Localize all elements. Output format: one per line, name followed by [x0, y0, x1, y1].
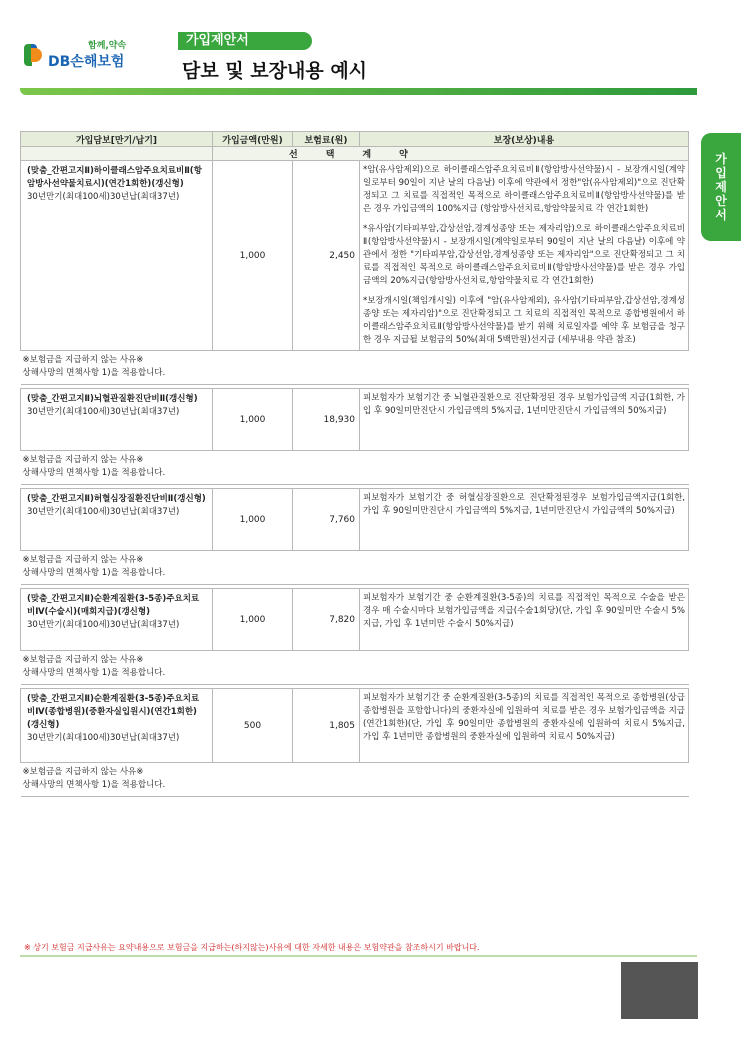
header-divider	[20, 88, 697, 95]
coverage-term: 30년만기(최대100세)30년납(최대37년)	[27, 407, 180, 417]
coverage-premium: 2,450	[293, 161, 360, 351]
coverage-amount: 1,000	[213, 161, 293, 351]
coverage-premium: 7,760	[293, 489, 360, 551]
coverage-description	[360, 161, 689, 351]
table-row	[21, 689, 689, 763]
description-paragraph: *유사암(기타피부암,갑상선암,경계성종양 또는 제자리암)으로 하이클래스암주요치료비Ⅱ(항암방사선약물)시 - 보장개시일(계약일로부터 90일이 지난 날의 다음날) 이후에 약관에서 정한 "기타피부암,갑상선암,경계성종양 또는 제자리암"으로 진단확정되고 그 치료를 직접적인 목적으로 하이클래스암주요치료비Ⅱ(항암방사선약물)를 받은 경우 가입금액의 20%지급(항암방사선치료,항암약물치료 각 연간1회한)	[363, 224, 685, 286]
coverage-table	[20, 131, 689, 797]
coverage-name: (맞춤_간편고지Ⅱ)순환계질환(3-5종)주요치료비Ⅳ(종합병원)(중환자실입원시)(연간1회한)(갱신형)	[27, 694, 200, 730]
table-row	[21, 161, 689, 351]
exclusion-note-row	[21, 451, 689, 485]
footer-note: ※ 상기 보험금 지급사유는 요약내용으로 보험금을 지급하는(하지않는)사유에 대한 자세한 내용은 보험약관을 참조하시기 바랍니다.	[24, 943, 480, 952]
table-row	[21, 489, 689, 551]
coverage-description	[360, 689, 689, 763]
coverage-name: (맞춤_간편고지Ⅱ)하이클래스암주요치료비Ⅱ(항암방사선약물치료시)(연간1회한)(갱신형)	[27, 166, 202, 189]
logo-slogan: 함께,약속	[88, 41, 127, 51]
coverage-amount: 500	[213, 689, 293, 763]
table-row	[21, 389, 689, 451]
side-tab-char: 제	[715, 180, 727, 194]
coverage-name-cell	[21, 589, 213, 651]
side-tab-char: 서	[715, 208, 727, 222]
exclusion-note-text: 상해사망의 면책사항 1)을 적용합니다.	[22, 468, 166, 478]
exclusion-note-row	[21, 551, 689, 585]
exclusion-note-text: 상해사망의 면책사항 1)을 적용합니다.	[22, 780, 166, 790]
footer-divider	[20, 955, 697, 957]
side-tab-char: 입	[715, 166, 727, 180]
document-type-tag: 가입제안서	[178, 32, 312, 50]
coverage-term: 30년만기(최대100세)30년납(최대37년)	[27, 192, 180, 202]
exclusion-note-text: 상해사망의 면책사항 1)을 적용합니다.	[22, 668, 166, 678]
coverage-premium: 1,805	[293, 689, 360, 763]
exclusion-note-row	[21, 351, 689, 385]
db-logo-icon	[22, 42, 44, 68]
coverage-amount: 1,000	[213, 489, 293, 551]
exclusion-note-row	[21, 763, 689, 797]
coverage-name-cell	[21, 389, 213, 451]
side-tab-char: 가	[715, 152, 727, 166]
coverage-name: (맞춤_간편고지Ⅱ)순환계질환(3-5종)주요치료비Ⅳ(수술시)(매회지급)(갱신형)	[27, 594, 200, 617]
table-row	[21, 589, 689, 651]
coverage-name: (맞춤_간편고지Ⅱ)뇌혈관질환진단비Ⅱ(갱신형)	[27, 394, 198, 404]
column-header-amount: 가입금액(만원)	[213, 132, 293, 147]
coverage-description	[360, 389, 689, 451]
description-paragraph: *보장개시일(책임개시일) 이후에 "암(유사암제외), 유사암(기타피부암,갑상선암,경계성종양 또는 제자리암)"으로 진단확정되고 그 치료의 직접적인 목적으로 종합병원에서 하이클래스암주요치료Ⅱ(항암방사선약물)를 받기 위해 치료일자를 예약 후 보험금을 청구한 경우 지급될 보험금의 50%(최대 5백만원)선지급 (세부내용 약관 참조)	[363, 296, 685, 345]
description-paragraph: 피보험자가 보험기간 중 뇌혈관질환으로 진단확정된 경우 보험가입금액 지급(1회한, 가입 후 90일미만진단시 가입금액의 5%지급, 1년미만진단시 가입금액의 50%지급)	[363, 393, 685, 416]
coverage-name-cell	[21, 489, 213, 551]
exclusion-note-title: ※보험금을 지급하지 않는 사유※	[22, 767, 144, 777]
coverage-premium: 18,930	[293, 389, 360, 451]
side-tab	[701, 133, 741, 241]
coverage-term: 30년만기(최대100세)30년납(최대37년)	[27, 620, 180, 630]
exclusion-note-row	[21, 651, 689, 685]
coverage-premium: 7,820	[293, 589, 360, 651]
description-paragraph: *암(유사암제외)으로 하이클래스암주요치료비Ⅱ(항암방사선약물)시 - 보장개시일(계약일로부터 90일이 지난 날의 다음날) 이후에 약관에서 정한"암(유사암제외)"으로 진단확정되고 그 치료를 직접적인 목적으로 하이클래스암주요치료비Ⅱ(항암방사선약물)를 받은 경우 가입금액의 100%지급 (항암방사선치료,항암약물치료 각 연간1회한)	[363, 165, 685, 214]
description-paragraph: 피보험자가 보험기간 중 허혈심장질환으로 진단확정된경우 보험가입금액지급(1회한, 가입 후 90일미만진단시 가입금액의 5%지급, 1년미만진단시 가입금액의 50%지급)	[363, 493, 685, 516]
coverage-term: 30년만기(최대100세)30년납(최대37년)	[27, 507, 180, 517]
logo-name: DB손해보험	[48, 54, 125, 70]
exclusion-note-title: ※보험금을 지급하지 않는 사유※	[22, 655, 144, 665]
exclusion-note-title: ※보험금을 지급하지 않는 사유※	[22, 355, 144, 365]
description-paragraph: 피보험자가 보험기간 중 순환계질환(3-5종)의 치료를 직접적인 목적으로 수술을 받은 경우 매 수술시마다 보험가입금액을 지급(수술1회당)(단, 가입 후 90일미만 수술시 5%지급, 가입 후 1년미만 수술시 50%지급)	[363, 593, 685, 629]
description-paragraph: 피보험자가 보험기간 중 순환계질환(3-5종)의 치료를 직접적인 목적으로 종합병원(상급종합병원을 포함합니다)의 중환자실에 입원하여 치료를 받은 경우 보험가입금액을 지급(연간1회한)(단, 가입 후 90일미만 종합병원의 중환자실에 입원하여 치료시 5%지급, 가입 후 1년미만 종합병원의 중환자실에 입원하여 치료시 50%지급)	[363, 693, 685, 742]
column-header-description: 보장(보상)내용	[360, 132, 689, 147]
coverage-name-cell	[21, 689, 213, 763]
side-tab-char: 안	[715, 194, 727, 208]
exclusion-note-text: 상해사망의 면책사항 1)을 적용합니다.	[22, 568, 166, 578]
column-header-coverage: 가입담보[만기/납기]	[21, 132, 213, 147]
page-title: 담보 및 보장내용 예시	[182, 60, 368, 82]
exclusion-note-title: ※보험금을 지급하지 않는 사유※	[22, 555, 144, 565]
coverage-name: (맞춤_간편고지Ⅱ)허혈심장질환진단비Ⅱ(갱신형)	[27, 494, 206, 504]
section-header: 선택계약	[213, 147, 689, 161]
exclusion-note-title: ※보험금을 지급하지 않는 사유※	[22, 455, 144, 465]
coverage-name-cell	[21, 161, 213, 351]
column-header-premium: 보험료(원)	[293, 132, 360, 147]
exclusion-note-text: 상해사망의 면책사항 1)을 적용합니다.	[22, 368, 166, 378]
section-header-row	[21, 147, 689, 161]
coverage-amount: 1,000	[213, 389, 293, 451]
company-logo	[22, 38, 126, 71]
coverage-description	[360, 489, 689, 551]
redacted-block	[621, 962, 698, 1019]
coverage-amount: 1,000	[213, 589, 293, 651]
coverage-term: 30년만기(최대100세)30년납(최대37년)	[27, 733, 180, 743]
coverage-description	[360, 589, 689, 651]
table-header-row	[21, 132, 689, 147]
